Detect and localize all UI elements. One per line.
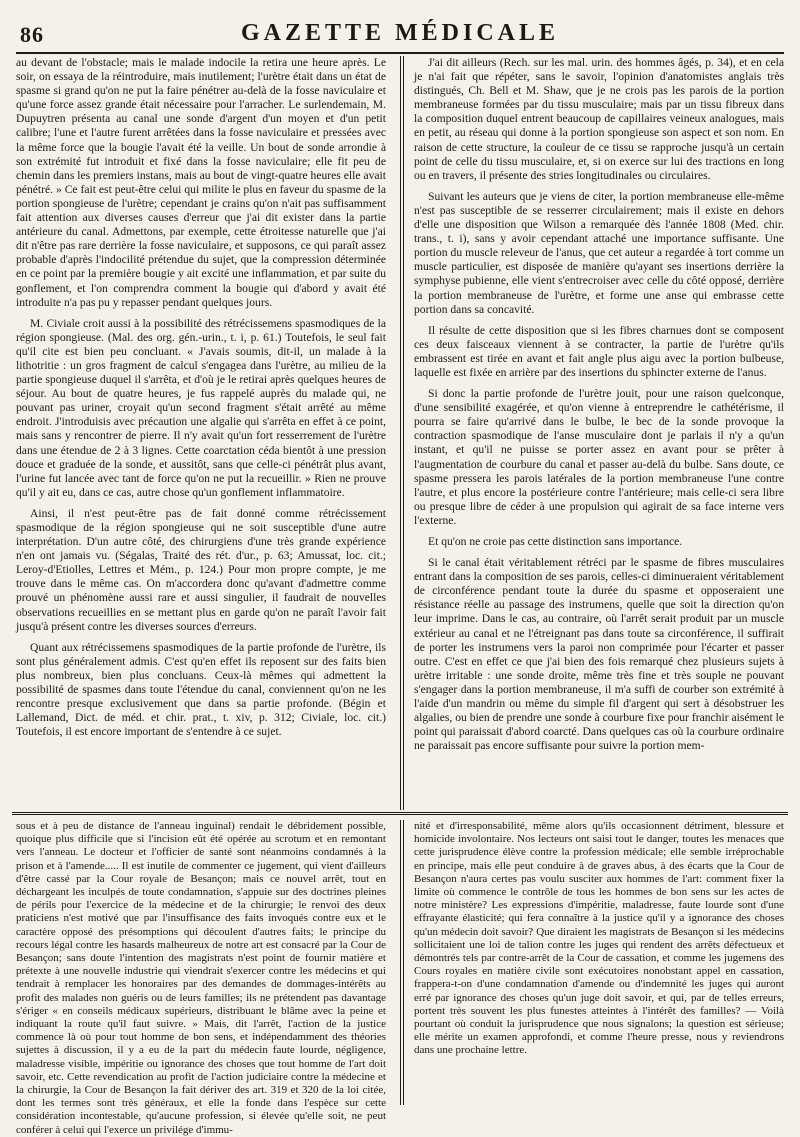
- paragraph: M. Civiale croit aussi à la possibilité des rétrécissemens spasmodiques de la région spongieuse. (Mal. des org. gén.-urin., t. i, p. 61.) Toutefois, le seul fait qu'il cite est bien peu concluant. « J'avais soumis, dit-il, un malade à la lithotritie : un gros fragment de calcul s'engagea dans l'urètre, au milieu de la partie spongieuse duquel il s'arrêta, et d'où je le retirai après quelques heures de séjour. Au bout de quatre heures, je fus rappelé auprès du malade qui, ne pouvant pas uriner, croyait qu'un second fragment s'était arrêté au même endroit. J'introduisis avec précaution une algalie qui s'arrêta en effet à ce point, mais sans y rencontrer de pierre. Il n'y avait qu'un fort resserrement de l'urètre dans une étendue de 2 à 3 lignes. Cette coarctation céda bientôt à une pression douce et graduée de la sonde, et aussitôt, sans que celle-ci pénétrât plus avant, l'urine fut lancée avec tant de force qu'on ne put la recueillir. » Rien ne prouve qu'il y ait eu, dans ce cas, autre chose qu'un gonflement inflammatoire.: [16, 316, 386, 499]
- paragraph: Ainsi, il n'est peut-être pas de fait donné comme rétrécissement spasmodique de la région spongieuse qui ne soit susceptible d'une autre interprétation. D'un autre côté, des chirurgiens d'une très grande expérience n'en ont jamais vu. (Ségalas, Traité des rét. d'ur., p. 63; Amussat, loc. cit.; Leroy-d'Etiolles, Lettres et Mém., p. 124.) Pour mon propre compte, je me trouve dans le même cas. On m'accordera donc qu'avant d'admettre comme prouvé un phénomène aussi rare et aussi singulier, il faudrait de nouvelles observations recueillies en se mettant plus en garde qu'on ne paraît l'avoir fait jusqu'à présent contre les diverses sources d'erreurs.: [16, 506, 386, 633]
- paragraph: Si le canal était véritablement rétréci par le spasme de fibres musculaires entrant dans la composition de ses parois, celles-ci diminueraient véritablement de circonférence pendant toute la durée du spasme et opposeraient une résistance réelle au passage des instrumens, quelle que soit la direction qu'on leur imprime. Dans le cas, au contraire, où l'arrêt serait produit par un muscle extérieur au canal et ne l'étreignant pas dans toute sa circonférence, il suffirait de porter les instrumens vers la paroi non comprimée pour l'écarter et passer outre. C'est en effet ce que j'ai bien des fois remarqué chez plusieurs sujets à urètre irritable : une sonde droite, même très fine et très souple ne pouvant s'engager dans la portion membraneuse, il m'a suffi de courber son extrémité à l'aide d'un mandrin ou même du simple fil d'argent qui sert à désobstruer les algalies, ou bien de prendre une sonde à courbure fixe pour franchir aisément le point qui paraissait d'abord coarcté. Dans quelques cas où la courbure ordinaire ne paraissait pas encore suffisante pour suivre la portion mem-: [414, 556, 784, 753]
- paragraph: au devant de l'obstacle; mais le malade indocile la retira une heure après. Le soir, on essaya de la réintroduire, mais inutilement; l'urètre était dans un état de spasme si grand qu'on ne put la faire pénétrer au-delà de la fosse naviculaire et qu'une force assez grande était nécessaire pour l'arracher. Le surlendemain, M. Dupuytren présenta au canal une sonde d'argent d'un moyen et d'un petit calibre; l'une et l'autre furent arrêtées dans la fosse naviculaire et pressées avec la même force que la bougie l'avait été la veille. Un bout de sonde arrondie à son extrémité fut introduit et fixé dans la fosse naviculaire; elle fit peu de chemin dans les premiers instans, mais au bout de vingt-quatre heures elle avait pénétré. » Ce fait est peut-être celui qui milite le plus en faveur du spasme de la portion spongieuse de l'urètre; cependant je crains qu'on n'ait pas suffisamment fait attention aux diverses causes d'erreur que j'ai dit exister dans la partie antérieure du canal. Admettons, par exemple, cette étroitesse naturelle que j'ai dit n'être pas rare derrière la fosse naviculaire, et supposons, ce qui paraît assez probable d'après l'indocilité prétendue du sujet, que la compression déterminée en ce point par la première bougie y ait excité une inflammation, et par suite du gonflement, et l'on comprendra comment la bougie qui d'abord y avait été introduite n'a pas pu y repasser pendant quelques jours.: [16, 56, 386, 309]
- page-number: 86: [20, 22, 44, 47]
- section-divider: [12, 812, 788, 815]
- paragraph: J'ai dit ailleurs (Rech. sur les mal. urin. des hommes âgés, p. 34), et en cela je n'ai fait que répéter, sans le savoir, l'opinion d'anatomistes anglais très distingués, Ch. Bell et M. Shaw, que je ne crois pas les parois de la portion membraneuse formées par du tissu musculaire; mais par un tissu fibreux dans la composition duquel entrent beaucoup de capillaires veineux analogues, mais en petit, au réseau qui donne à la portion spongieuse son aspect et son nom. En raison de cette structure, la couleur de ce tissu se rapproche jusqu'à un certain point de celle du tissu musculaire, et, si on exerce sur lui des tractions en long ou en travers, il présente des stries longitudinales ou circulaires.: [414, 56, 784, 182]
- paragraph: Et qu'on ne croie pas cette distinction sans importance.: [428, 535, 683, 548]
- paragraph: Quant aux rétrécissemens spasmodiques de la partie profonde de l'urètre, ils sont plus généralement admis. C'est qu'en effet ils reposent sur des faits bien plus nombreux, bien plus concluans. Ceux-là mêmes qui admettent la possibilité de spasmes dans toute l'étendue du canal, conviennent qu'on ne les rencontre presque exclusivement que dans sa partie profonde. (Bégin et Lallemand, Dict. de méd. et chir. prat., t. xiv, p. 312; Civiale, loc. cit.) Toutefois, il est encore important de s'entendre à ce sujet.: [16, 640, 386, 739]
- lower-left-column: [16, 820, 386, 1136]
- paragraph: sous et à peu de distance de l'anneau inguinal) rendait le débridement possible, quoique plus difficile que si l'incision eût été opérée au scrotum et en remontant vers l'anneau. Le docteur et l'officier de santé sont néanmoins condamnés à la prison et à l'amende..... Il est inutile de commenter ce jugement, qui vient d'ailleurs d'être cassé par la Cour royale de Besançon; mais ce nouvel arrêt, tout en déchargeant les inculpés de toute condamnation, s'appuie sur des doctrines pleines de périls pour l'exercice de la médecine et de la chirurgie; le renvoi des deux praticiens n'est motivé que par l'insuffisance des faits invoqués contre eux et le caractère opposé des présomptions qui découlent d'autres faits; le principe du recours légal contre les hasards malheureux de notre art est consacré par la Cour de Besançon; sans doute l'intention des magistrats n'est point de fournir matière et prétexte à une nouvelle industrie qui viendrait s'exercer contre les médecins et qui tendrait à remplacer les honoraires par des demandes de dommages-intérêts au profit des malades non guéris ou de leurs familles; ils ne prétendent pas davantage s'ériger « en conseils médicaux supérieurs, distribuant le blâme avec la peine et indiquant la route qu'il faut suivre. » Mais, dit l'arrêt, l'action de la justice commence là où pour tout homme de bon sens, et indépendamment des théories sujettes à discussion, il y a eu de la part du médecin faute lourde, négligence, maladresse visible, impéritie ou ignorance des choses que tout homme de l'art doit savoir, etc. Cette revendication au profit de l'action judiciaire contre la médecine et la chirurgie, la Cour de Besançon la fait dériver des art. 319 et 320 de la loi citée, dont les termes sont très généraux, et elle la fonde dans l'espèce sur cette considération incontestable, qu'aucune profession, si élevée qu'elle soit, ne peut conférer à celui qui l'exerce un privilége d'immu-: [16, 820, 386, 1136]
- right-column: [414, 56, 784, 810]
- paragraph: Si donc la partie profonde de l'urètre jouit, pour une raison quelconque, d'une sensibilité exagérée, et qu'on vienne à entreprendre le cathétérisme, il pourra se faire qu'arrivé dans le bulbe, le bec de la sonde provoque la contraction spasmodique de l'anse musculaire dont je parlais il n'y a qu'un instant, et qu'il ne puisse se porter assez en avant pour se prêter à l'augmentation de courbure du canal et passer au-delà du bulbe. Sans doute, ce spasme pressera les parois latérales de la portion membraneuse l'une contre l'autre, et plus encore la postérieure contre l'antérieure; mais celle-ci sera libre ou presque libre de céder à une propulsion qui agirait de sa face interne vers l'externe.: [414, 387, 784, 527]
- paragraph: Il résulte de cette disposition que si les fibres charnues dont se composent ces deux faisceaux viennent à se contracter, la partie de l'urètre qu'ils embrassent est tirée en avant et fait angle plus aigu avec la portion bulbeuse, laquelle est fixée en arrière par des insertions du sphincter externe de l'anus.: [414, 323, 784, 379]
- article-upper-section: [16, 56, 784, 810]
- feuilleton-section: [16, 820, 784, 1136]
- column-divider: [400, 56, 404, 810]
- paragraph: nité et d'irresponsabilité, même alors qu'ils occasionnent détriment, blessure et homicide involontaire. Nos lecteurs ont saisi tout le danger, toutes les menaces que cette jurisprudence élève contre la profession médicale; elle semble irréprochable en principe, mais elle peut conduire à de graves abus, à des écarts que la Cour de Besançon n'aura certes pas voulu susciter aux hommes de l'art: comment fixer la limite où commence le contrôle de tous les hommes de bon sens sur les actes de notre ministère? Les expressions d'impéritie, maladresse, faute lourde sont d'une effrayante élasticité; qui fera connaître à la justice qu'il y a ignorance des choses qu'un médecin doit savoir? Que diraient les magistrats de Besançon si les médecins sollicitaient une loi de talion contre les juges qui rendent des arrêts défectueux et démontrés tels par contre-arrêt de la Cour de cassation, et comme les jugemens des Cours royales en matière civile sont exécutoires nonobstant appel en cassation, frappera-t-on d'une condamnation d'amende ou d'indemnité les juges qui auront erré par ignorance des choses qu'un juge doit savoir, et qui, par de telles erreurs, portent très souvent les plus funestes atteintes à l'intérêt des familles? — Voilà pourtant où conduit la jurisprudence que nous signalons; la question est sérieuse; elle mérite un examen approfondi, et comme l'heure presse, nous y reviendrons dans une prochaine lettre.: [414, 820, 784, 1057]
- column-divider: [400, 820, 404, 1105]
- lower-right-column: [414, 820, 784, 1105]
- left-column: [16, 56, 386, 810]
- paragraph: Suivant les auteurs que je viens de citer, la portion membraneuse elle-même n'est pas susceptible de se resserrer circulairement; mais il existe en dehors d'elle une disposition que Wilson a remarquée dès l'année 1808 (Med. chir. trans., t. i), sans y avoir cependant attaché une importance suffisante. Une portion du muscle releveur de l'anus, que cet auteur a regardée à tort comme un muscle particulier, est disposée de manière qu'ayant ses insertions derrière la symphyse pubienne, elle vient s'entrecroiser avec celle du côté opposé, derrière la portion membraneuse de l'urètre, et forme une anse qui embrasse cette portion dans sa concavité.: [414, 189, 784, 316]
- journal-title: GAZETTE MÉDICALE: [240, 20, 560, 46]
- page-header: [16, 18, 784, 54]
